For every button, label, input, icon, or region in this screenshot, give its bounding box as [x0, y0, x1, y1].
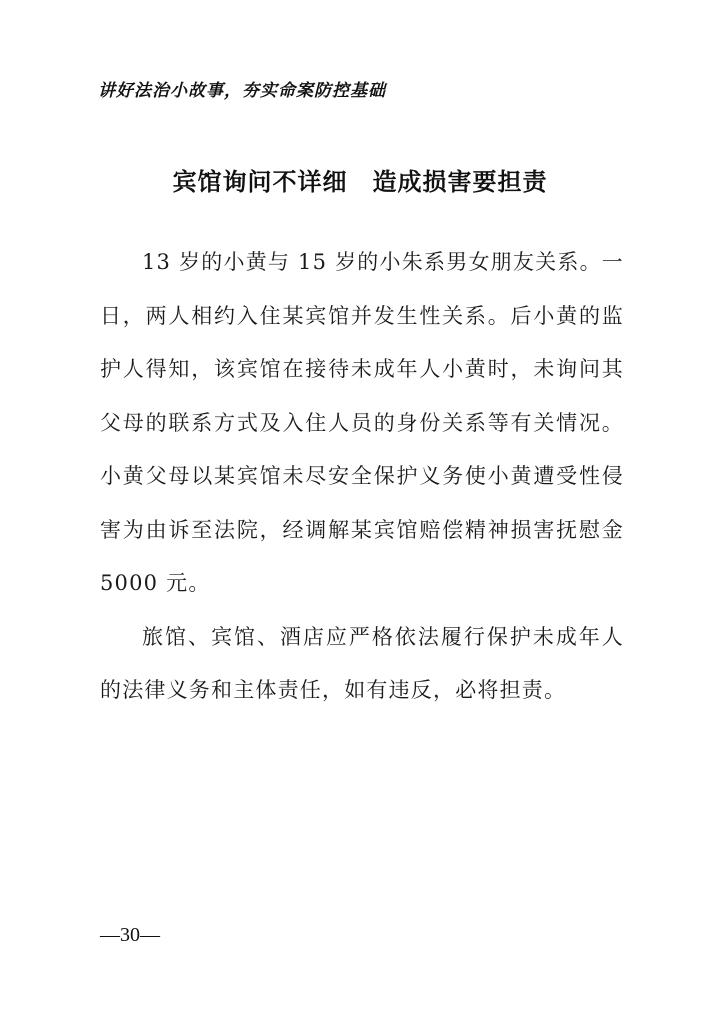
body-paragraph-conclusion: 旅馆、宾馆、酒店应严格依法履行保护未成年人的法律义务和主体责任，如有违反，必将担责。	[100, 624, 624, 702]
article-title: 宾馆询问不详细 造成损害要担责	[172, 167, 548, 197]
article-body	[100, 236, 624, 718]
body-paragraph-case: 13 岁的小黄与 15 岁的小朱系男女朋友关系。一日，两人相约入住某宾馆并发生性关系。后小黄的监护人得知，该宾馆在接待未成年人小黄时，未询问其父母的联系方式及入住人员的身份关系等有关情况。小黄父母以某宾馆未尽安全保护义务使小黄遭受性侵害为由诉至法院，经调解某宾馆赔偿精神损害抚慰金 5000 元。	[100, 250, 624, 595]
page-number: —30—	[100, 924, 160, 946]
running-header: 讲好法治小故事，夯实命案防控基础	[98, 81, 386, 101]
